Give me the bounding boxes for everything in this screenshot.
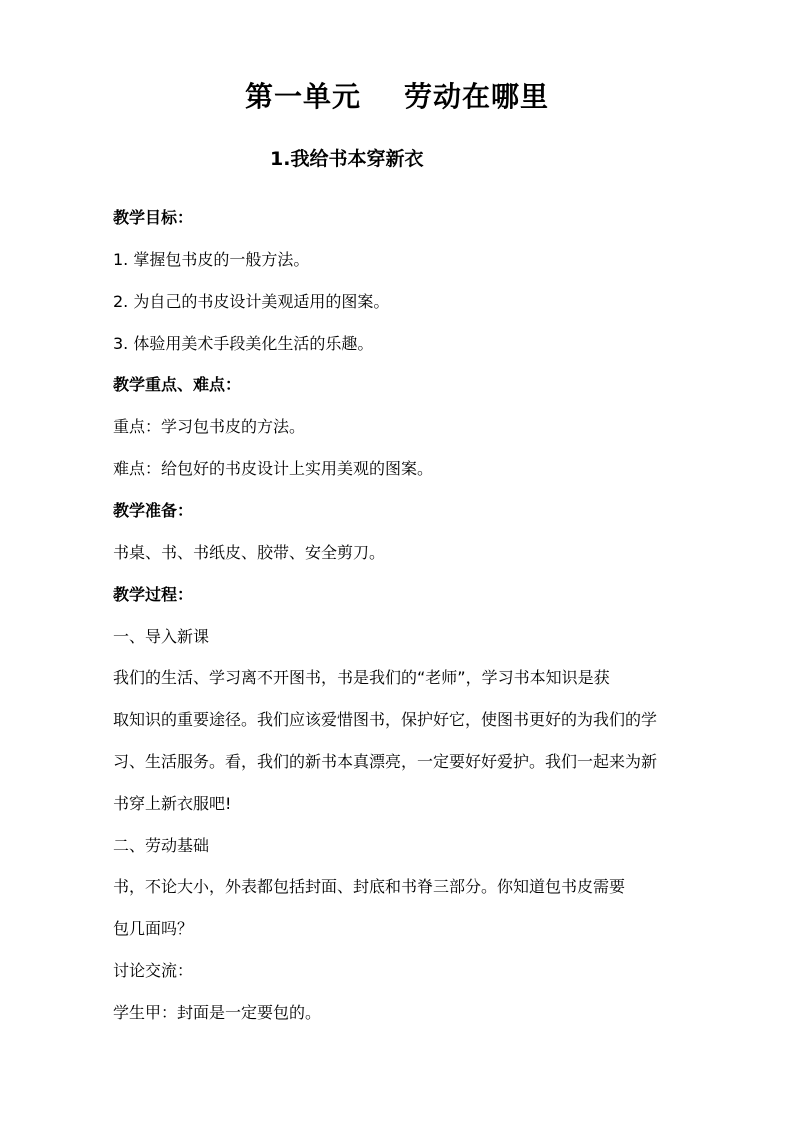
- key-point: 重点：学习包书皮的方法。: [113, 417, 306, 436]
- unit-title: 第一单元 劳动在哪里: [245, 80, 549, 113]
- goal-item: 1. 掌握包书皮的一般方法。: [113, 250, 310, 269]
- difficult-point: 难点：给包好的书皮设计上实用美观的图案。: [113, 459, 434, 478]
- section-title-intro: 一、导入新课: [113, 627, 210, 646]
- paragraph-line: 包几面吗？: [113, 919, 194, 938]
- paragraph-line: 书穿上新衣服吧!: [113, 794, 232, 813]
- goals-heading: 教学目标：: [113, 208, 194, 227]
- preparation-heading: 教学准备：: [113, 501, 194, 520]
- discussion-label: 讨论交流：: [113, 961, 194, 980]
- goal-item: 3. 体验用美术手段美化生活的乐趣。: [113, 334, 374, 353]
- goal-item: 2. 为自己的书皮设计美观适用的图案。: [113, 292, 390, 311]
- paragraph-line: 书，不论大小，外表都包括封面、封底和书脊三部分。你知道包书皮需要: [113, 877, 626, 896]
- key-points-heading: 教学重点、难点：: [113, 375, 242, 394]
- student-a-statement: 学生甲：封面是一定要包的。: [113, 1003, 322, 1022]
- paragraph-line: 我们的生活、学习离不开图书，书是我们的“老师”，学习书本知识是获: [113, 668, 610, 687]
- paragraph-line: 取知识的重要途径。我们应该爱惜图书，保护好它，使图书更好的为我们的学: [113, 710, 658, 729]
- section-title-basics: 二、劳动基础: [113, 836, 210, 855]
- lesson-title: 1.我给书本穿新衣: [270, 148, 424, 170]
- paragraph-line: 习、生活服务。看，我们的新书本真漂亮，一定要好好爱护。我们一起来为新: [113, 752, 658, 771]
- process-heading: 教学过程：: [113, 585, 194, 604]
- preparation-items: 书桌、书、书纸皮、胶带、安全剪刀。: [113, 543, 386, 562]
